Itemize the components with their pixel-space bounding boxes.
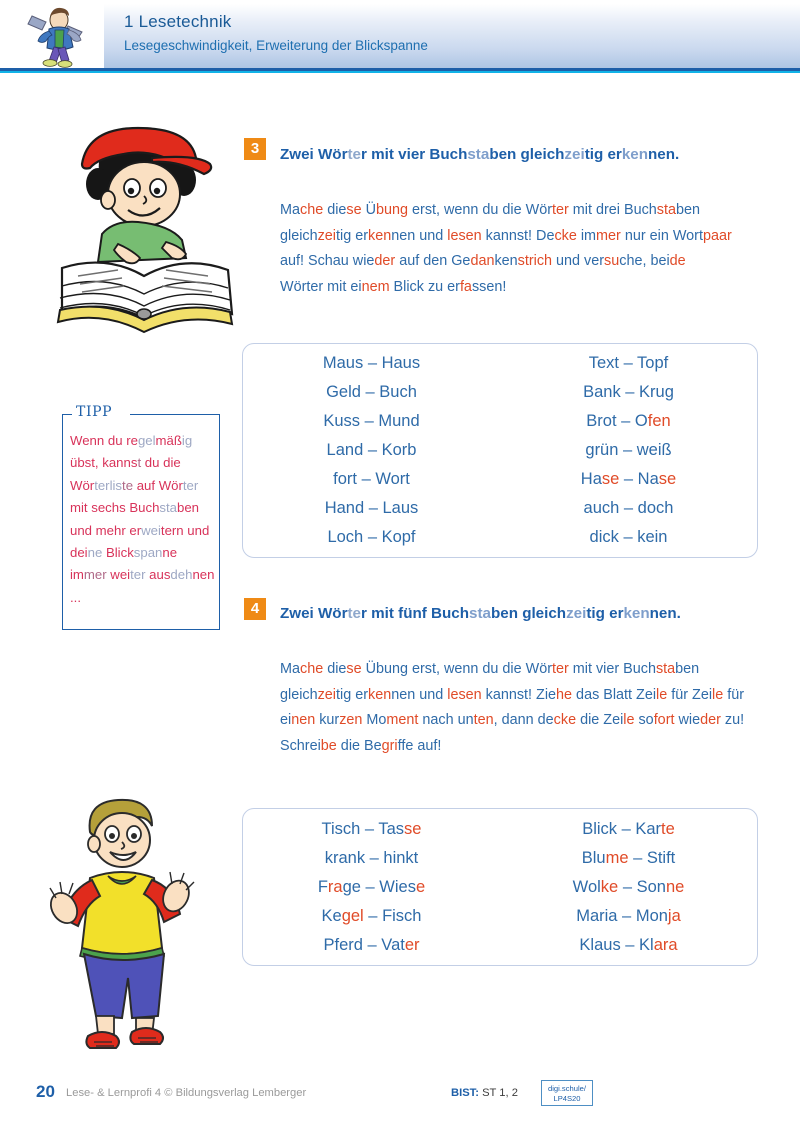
page-header (0, 0, 800, 72)
word-pair: dick – kein (589, 528, 668, 546)
word-pair: Text – Topf (588, 354, 669, 372)
tipp-text: Wenn du regelmäßig übst, kannst du die Wörterliste auf Wörter mit sechs Buchstaben und mehr erweitern und deine Blickspanne immer weiter ausdehnen ... (70, 433, 215, 605)
word-pair: Tisch – Tasse (321, 819, 422, 838)
word-pairs-column-left-3 (243, 344, 500, 557)
page-subtitle: Lesegeschwindigkeit, Erweiterung der Blickspanne (124, 38, 428, 53)
running-boy-mascot-icon (12, 2, 102, 70)
word-pair: Kuss – Mund (323, 412, 420, 430)
digi-schule-code-box[interactable] (541, 1080, 593, 1106)
bist-label: BIST: (451, 1087, 479, 1099)
word-pair: Bank – Krug (583, 383, 674, 401)
word-pair: Wolke – Sonne (572, 877, 685, 896)
task-body-3: Mache diese Übung erst, wenn du die Wörter mit drei Buchstaben gleichzeitig erkennen und lesen kannst! Decke immer nur ein Wortpaar auf! Schau wieder auf den Gedankenstrich und versuche, beide Wörter mit einem Blick zu erfassen! (280, 202, 732, 295)
word-pair: Kegel – Fisch (321, 906, 422, 925)
word-pair: fort – Wort (333, 470, 410, 488)
footer-credit: Lese- & Lernprofi 4 © Bildungsverlag Lemberger (66, 1087, 307, 1099)
word-pair: Brot – Ofen (586, 412, 671, 430)
word-pair: Geld – Buch (326, 383, 417, 401)
task-number-badge-3: 3 (244, 138, 266, 160)
header-rule-cyan (0, 71, 800, 73)
word-pairs-box-3 (242, 343, 758, 558)
task-body-4: Mache diese Übung erst, wenn du die Wörter mit vier Buchstaben gleichzeitig erkennen und lesen kannst! Ziehe das Blatt Zeile für Zeile für einen kurzen Moment nach unten, dann decke die Zeile sofort wieder zu! Schreibe die Begriffe auf! (280, 661, 745, 754)
word-pair: Hand – Laus (324, 499, 419, 517)
boy-cheering-illustration (34, 792, 214, 1060)
boy-reading-book-illustration (52, 118, 252, 350)
word-pair: Maus – Haus (322, 354, 421, 372)
word-pair: Hase – Nase (580, 470, 677, 488)
word-pair: grün – weiß (585, 441, 672, 459)
word-pair: Pferd – Vater (323, 935, 420, 954)
task-number-badge-4: 4 (244, 598, 266, 620)
word-pair: Frage – Wiese (317, 877, 426, 896)
tipp-label: TIPP (76, 404, 113, 420)
word-pair: krank – hinkt (324, 848, 419, 867)
bist-value: ST 1, 2 (482, 1087, 518, 1099)
word-pair: Land – Korb (326, 441, 417, 459)
page-number: 20 (36, 1082, 55, 1101)
digi-schule-line2: LP4S20 (553, 1093, 581, 1103)
task-heading-3: Zwei Wörter mit vier Buchstaben gleichzeitig erkennen. (280, 146, 680, 163)
word-pair: Blume – Stift (581, 848, 676, 867)
word-pair: auch – doch (583, 499, 674, 517)
word-pair: Blick – Karte (582, 819, 675, 838)
word-pair: Loch – Kopf (327, 528, 416, 546)
word-pairs-column-left-4 (243, 809, 500, 965)
word-pairs-box-4 (242, 808, 758, 966)
word-pairs-column-right-4 (500, 809, 757, 965)
footer-bist (451, 1087, 518, 1099)
word-pair: Klaus – Klara (579, 935, 678, 954)
task-heading-4: Zwei Wörter mit fünf Buchstaben gleichzeitig erkennen. (280, 605, 681, 622)
word-pairs-column-right-3 (500, 344, 757, 557)
digi-schule-line1: digi.schule/ (548, 1084, 586, 1093)
word-pair: Maria – Monja (576, 906, 681, 925)
page-title: 1 Lesetechnik (124, 12, 232, 31)
